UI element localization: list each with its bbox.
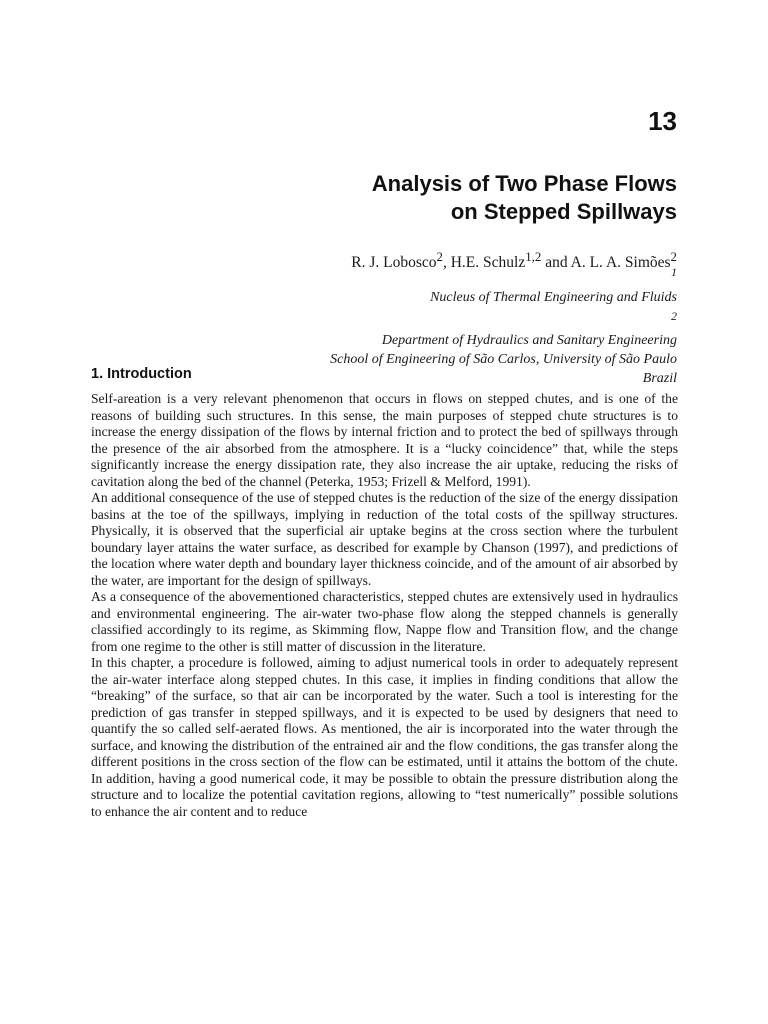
author-name: H.E. Schulz xyxy=(450,254,526,272)
affiliation-text: Nucleus of Thermal Engineering and Fluids xyxy=(430,289,677,305)
affiliation-line: Brazil xyxy=(642,371,677,387)
chapter-title-line-1: Analysis of Two Phase Flows xyxy=(371,171,677,196)
affiliation-mark: 2 xyxy=(671,309,677,323)
paragraph: An additional consequence of the use of stepped chutes is the reduction of the size of the energy dissipation basins at the toe of the spillways, implying in reduction of the total costs of the spillway structures. Physically, it is observed that the superficial air uptake begins at the cross section where the turbulent boundary layer attains the water surface, as described for example by Chanson (1997), and predictions of the location where water depth and boundary layer thickness coincide, and of the amount of air absorbed by the water, are important for the design of spillways. xyxy=(91,490,678,588)
author-affiliation-mark: 2 xyxy=(670,249,677,264)
affiliation-line xyxy=(117,263,677,307)
chapter-title-line-2: on Stepped Spillways xyxy=(450,199,677,224)
author-separator: , xyxy=(442,254,451,272)
affiliation-block xyxy=(117,263,677,388)
author-name: A. L. A. Simões xyxy=(570,254,671,272)
body-text xyxy=(91,391,678,820)
affiliation-mark: 1 xyxy=(671,266,677,279)
author-affiliation-mark: 2 xyxy=(436,249,443,264)
author-affiliation-mark: 1,2 xyxy=(525,249,542,264)
chapter-title xyxy=(197,170,677,226)
author-separator: and xyxy=(541,254,571,272)
affiliation-line: School of Engineering of São Carlos, University of São Paulo xyxy=(330,352,677,368)
affiliation-line xyxy=(117,307,677,351)
section-heading: 1. Introduction xyxy=(91,366,192,382)
affiliation-text: Department of Hydraulics and Sanitary Engineering xyxy=(381,333,677,349)
chapter-number: 13 xyxy=(648,106,677,136)
author-name: R. J. Lobosco xyxy=(351,254,437,272)
paragraph: As a consequence of the abovementioned characteristics, stepped chutes are extensively used in hydraulics and environmental engineering. The air-water two-phase flow along the stepped channels is generally classified accordingly to its regime, as Skimming flow, Nappe flow and Transition flow, and the change from one regime to the other is still matter of discussion in the literature. xyxy=(91,589,678,654)
paragraph: In this chapter, a procedure is followed, aiming to adjust numerical tools in order to adequately represent the air-water interface along stepped chutes. In this case, it implies in finding conditions that allow the “breaking” of the surface, so that air can be incorporated by the water. Such a tool is interesting for the prediction of gas transfer in stepped spillways, and it is expected to be used by designers that need to quantify the so called self-aerated flows. As mentioned, the air is incorporated into the water through the surface, and knowing the distribution of the entrained air and the flow conditions, the gas transfer along the different positions in the cross section of the flow can be estimated, until it attains the bottom of the chute. In addition, having a good numerical code, it may be possible to obtain the pressure distribution along the structure and to localize the potential cavitation regions, allowing to “test numerically” possible solutions to enhance the air content and to reduce xyxy=(91,655,678,819)
paragraph: Self-areation is a very relevant phenomenon that occurs in flows on stepped chutes, and is one of the reasons of building such structures. In this sense, the main purposes of stepped chute structures is to increase the energy dissipation of the flows by internal friction and to protect the bed of spillways through the presence of the air absorbed from the atmosphere. It is a “lucky coincidence” that, while the steps significantly increase the energy dissipation rate, they also increase the air uptake, reducing the risks of cavitation along the bed of the channel (Peterka, 1953; Frizell & Melford, 1991). xyxy=(91,391,678,489)
